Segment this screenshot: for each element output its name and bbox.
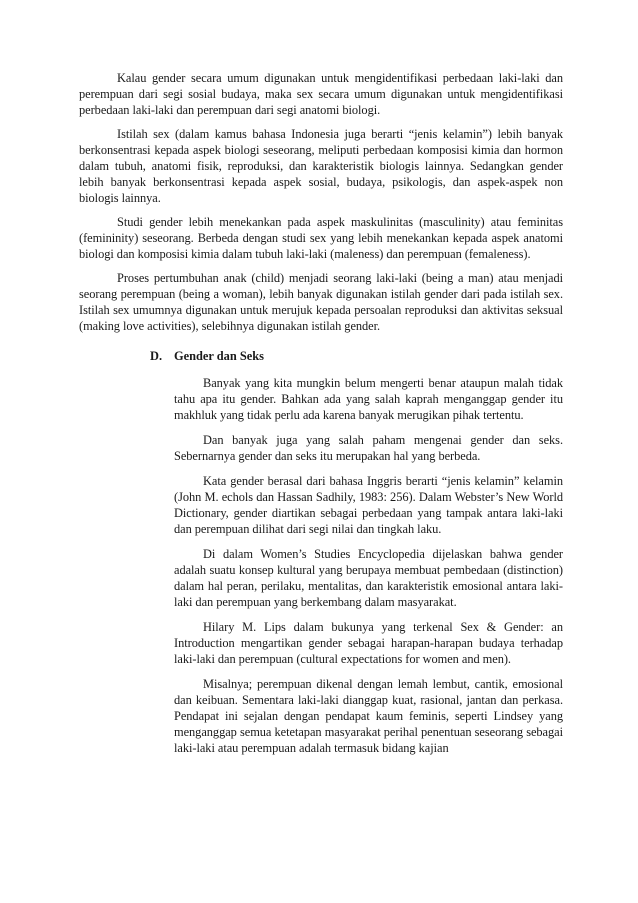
- paragraph-4: Proses pertumbuhan anak (child) menjadi seorang laki-laki (being a man) atau menjadi seorang perempuan (being a woman), lebih banyak digunakan istilah gender dari pada istilah sex. Istilah sex umumnya digunakan untuk merujuk kepada persoalan reproduksi dan aktivitas seksual (making love activities), selebihnya digunakan istilah gender.: [79, 271, 563, 333]
- section-paragraph-2: Dan banyak juga yang salah paham mengenai gender dan seks. Sebernarnya gender dan seks itu merupakan hal yang berbeda.: [174, 433, 563, 463]
- section-paragraph-3: Kata gender berasal dari bahasa Inggris berarti “jenis kelamin” kelamin (John M. echols dan Hassan Sadhily, 1983: 256). Dalam Webster’s New World Dictionary, gender diartikan sebagai perbedaan yang tampak antara laki-laki dan perempuan dilihat dari segi nilai dan tingkah laku.: [174, 474, 563, 536]
- section-d: [79, 348, 563, 756]
- section-body: [150, 375, 563, 756]
- section-paragraph-1: Banyak yang kita mungkin belum mengerti benar ataupun malah tidak tahu apa itu gender. Bahkan ada yang salah kaprah menganggap gender itu makhluk yang tidak perlu ada karena banyak merugikan pihak tertentu.: [174, 376, 563, 422]
- section-paragraph-6: Misalnya; perempuan dikenal dengan lemah lembut, cantik, emosional dan keibuan. Sementara laki-laki dianggap kuat, rasional, jantan dan perkasa. Pendapat ini sejalan dengan pendapat kaum feminis, seperti Lindsey yang menganggap semua ketetapan masyarakat perihal penentuan seseorang sebagai laki-laki atau perempuan adalah termasuk bidang kajian: [174, 677, 563, 755]
- paragraph-3: Studi gender lebih menekankan pada aspek maskulinitas (masculinity) atau feminitas (femininity) seseorang. Berbeda dengan studi sex yang lebih menekankan kepada aspek anatomi biologi dan komposisi kimia dalam tubuh laki-laki (maleness) dan perempuan (femaleness).: [79, 215, 563, 261]
- paragraph-2: Istilah sex (dalam kamus bahasa Indonesia juga berarti “jenis kelamin”) lebih banyak berkonsentrasi kepada aspek biologi seseorang, meliputi perbedaan komposisi kimia dan hormon dalam tubuh, anatomi fisik, reproduksi, dan karakteristik biologis lainnya. Sedangkan gender lebih banyak berkonsentrasi kepada aspek sosial, budaya, psikologis, dan aspek-aspek non biologis lainnya.: [79, 127, 563, 205]
- section-heading: [150, 348, 563, 364]
- section-letter: D.: [150, 349, 163, 363]
- document-body: [79, 70, 563, 765]
- section-title: Gender dan Seks: [174, 349, 264, 363]
- section-paragraph-5: Hilary M. Lips dalam bukunya yang terkenal Sex & Gender: an Introduction mengartikan gender sebagai harapan-harapan budaya terhadap laki-laki dan perempuan (cultural expectations for women and men).: [174, 620, 563, 666]
- paragraph-1: Kalau gender secara umum digunakan untuk mengidentifikasi perbedaan laki-laki dan perempuan dari segi sosial budaya, maka sex secara umum digunakan untuk mengidentifikasi perbedaan laki-laki dan perempuan dari segi anatomi biologi.: [79, 71, 563, 117]
- section-paragraph-4: Di dalam Women’s Studies Encyclopedia dijelaskan bahwa gender adalah suatu konsep kultural yang berupaya membuat pembedaan (distinction) dalam hal peran, perilaku, mentalitas, dan karakteristik emosional antara laki-laki dan perempuan yang berkembang dalam masyarakat.: [174, 547, 563, 609]
